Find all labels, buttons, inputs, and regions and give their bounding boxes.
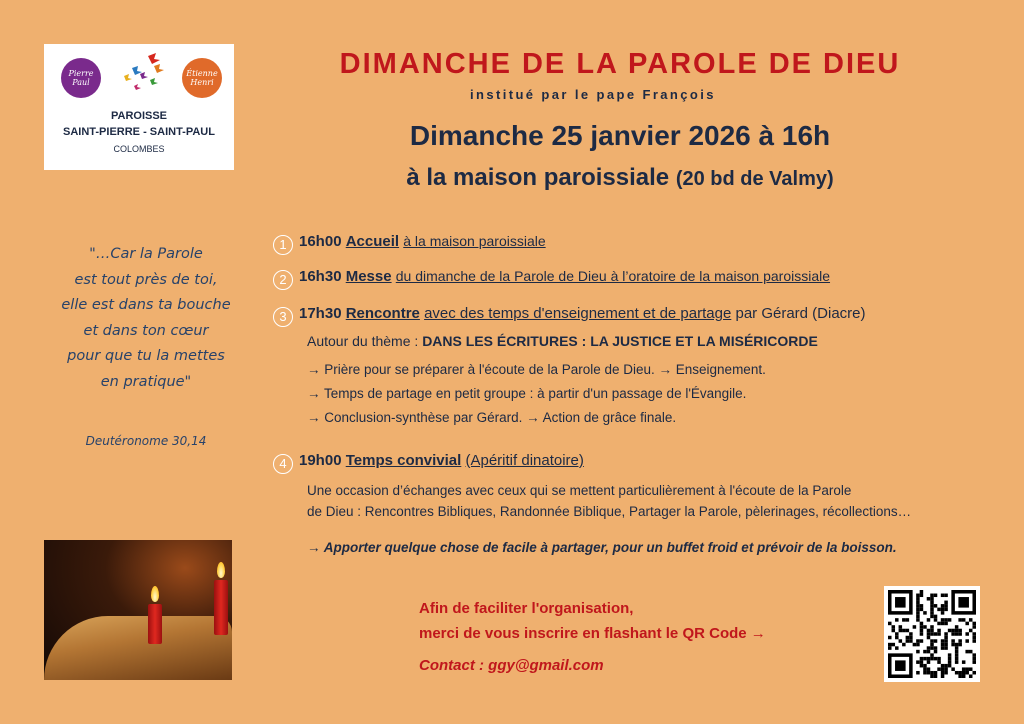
number-badge: 4: [273, 454, 293, 474]
contact-email[interactable]: Contact : ggy@gmail.com: [419, 657, 604, 674]
program-item-1: [273, 233, 546, 255]
place-name: à la maison paroissiale: [406, 164, 670, 191]
item-title: Accueil: [345, 233, 400, 250]
theme-prefix: Autour du thème :: [307, 333, 419, 349]
program-item-4: [273, 452, 584, 474]
quote-line: elle est dans ta bouche: [61, 297, 231, 313]
item-title: Messe: [345, 268, 392, 285]
registration-line: merci de vous inscrire en flashant le QR Code →: [419, 625, 766, 642]
quote-line: pour que tu la mettes: [67, 348, 225, 364]
pierre-paul-medallion: Pierre Paul: [61, 58, 101, 98]
theme-title: DANS LES ÉCRITURES : LA JUSTICE ET LA MISÉRICORDE: [422, 333, 818, 349]
item-detail: à la maison paroissiale: [403, 233, 546, 249]
number-badge: 1: [273, 235, 293, 255]
number-badge: 3: [273, 307, 293, 327]
registration-line: Afin de faciliter l'organisation,: [419, 600, 634, 617]
logo-line-parish-name: SAINT-PIERRE - SAINT-PAUL: [63, 126, 215, 138]
logo-line-paroisse: PAROISSE: [110, 110, 168, 122]
bullet-line: → Conclusion-synthèse par Gérard. → Action de grâce finale.: [307, 410, 677, 425]
theme-line: [307, 333, 818, 349]
item-time: 16h00: [299, 233, 342, 250]
bring-food-note: → Apporter quelque chose de facile à partager, pour un buffet froid et prévoir de la boisson.: [307, 540, 897, 555]
item-detail: avec des temps d'enseignement et de partage: [424, 305, 732, 322]
place-address: (20 bd de Valmy): [675, 168, 834, 190]
item-detail-speaker: par Gérard (Diacre): [735, 305, 866, 322]
convivial-text: de Dieu : Rencontres Bibliques, Randonnée Biblique, Partager la Parole, pèlerinages, récollections…: [307, 504, 912, 519]
candles-bible-photo: [44, 540, 232, 680]
candle-left: [148, 604, 162, 644]
event-place: [250, 164, 990, 192]
bullet-line: → Temps de partage en petit groupe : à partir d'un passage de l'Évangile.: [307, 386, 747, 401]
etienne-henri-medallion: Étienne Henri: [182, 58, 222, 98]
item-time: 16h30: [299, 268, 342, 285]
page-subtitle: institué par le pape François: [470, 87, 716, 102]
candle-right: [214, 580, 228, 635]
page-title: DIMANCHE DE LA PAROLE DE DIEU: [339, 48, 901, 80]
item-detail: du dimanche de la Parole de Dieu à l’oratoire de la maison paroissiale: [395, 268, 831, 284]
doves-icon: [114, 52, 174, 102]
qr-code-pattern: [888, 590, 976, 678]
item-title: Rencontre: [345, 305, 420, 322]
logo-line-city: COLOMBES: [113, 144, 165, 154]
bullet-line: → Prière pour se préparer à l'écoute de la Parole de Dieu. → Enseignement.: [307, 362, 766, 377]
item-time: 17h30: [299, 305, 342, 322]
scripture-quote: [40, 242, 252, 395]
registration-text: [419, 596, 766, 646]
program-item-2: [273, 268, 830, 290]
program-item-3: [273, 305, 866, 327]
qr-code[interactable]: [884, 586, 980, 682]
quote-reference: Deutéronome 30,14: [85, 434, 207, 448]
quote-line: en pratique": [100, 373, 192, 390]
convivial-text: Une occasion d’échanges avec ceux qui se mettent particulièrement à l'écoute de la Parole: [307, 483, 852, 498]
quote-line: "…Car la Parole: [89, 246, 203, 262]
number-badge: 2: [273, 270, 293, 290]
flame-left: [151, 586, 159, 602]
item-title: Temps convivial: [345, 452, 462, 469]
quote-line: est tout près de toi,: [74, 271, 218, 288]
parish-logo: [44, 44, 234, 170]
flame-right: [217, 562, 225, 578]
quote-line: et dans ton cœur: [83, 322, 209, 339]
event-date: Dimanche 25 janvier 2026 à 16h: [409, 120, 831, 151]
item-detail: (Apéritif dinatoire): [465, 452, 584, 469]
open-book-shape: [44, 616, 232, 680]
item-time: 19h00: [299, 452, 342, 469]
